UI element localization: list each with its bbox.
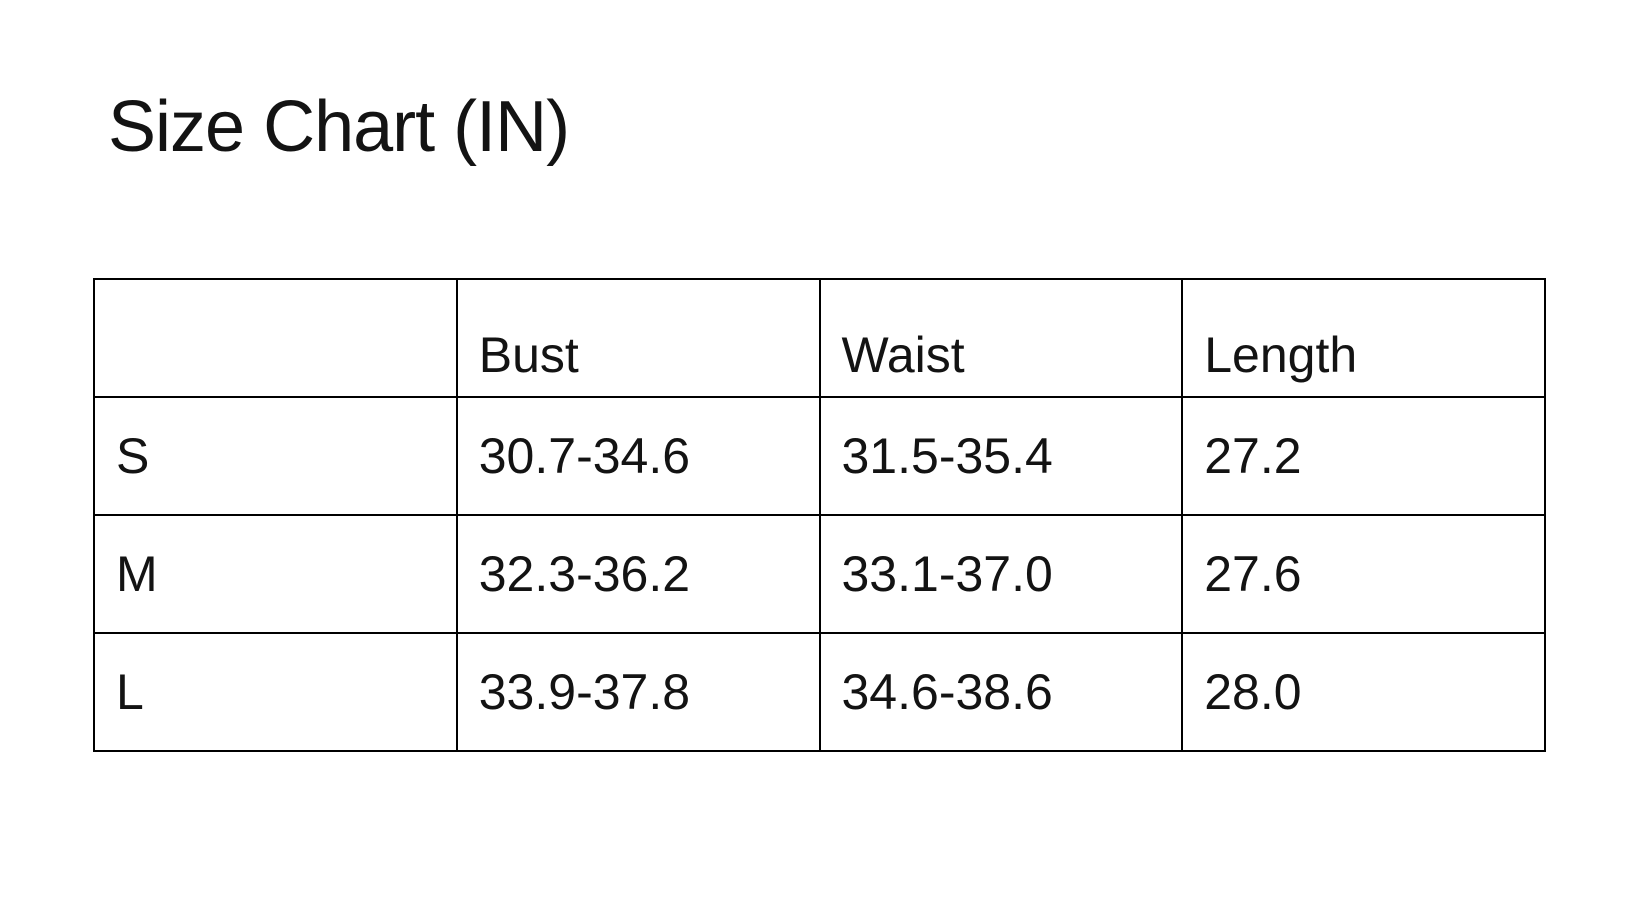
length-cell: 27.6 bbox=[1182, 515, 1545, 633]
table-row-s bbox=[94, 397, 1545, 515]
length-cell: 28.0 bbox=[1182, 633, 1545, 751]
page-title: Size Chart (IN) bbox=[108, 87, 570, 167]
table-body bbox=[94, 397, 1545, 751]
column-header-waist: Waist bbox=[820, 279, 1183, 397]
column-header-size bbox=[94, 279, 457, 397]
column-header-bust: Bust bbox=[457, 279, 820, 397]
size-chart-table bbox=[93, 278, 1546, 752]
bust-cell: 33.9-37.8 bbox=[457, 633, 820, 751]
bust-cell: 30.7-34.6 bbox=[457, 397, 820, 515]
size-cell: M bbox=[94, 515, 457, 633]
header-row bbox=[94, 279, 1545, 397]
table-row-m bbox=[94, 515, 1545, 633]
waist-cell: 34.6-38.6 bbox=[820, 633, 1183, 751]
size-cell: S bbox=[94, 397, 457, 515]
waist-cell: 31.5-35.4 bbox=[820, 397, 1183, 515]
table-row-l bbox=[94, 633, 1545, 751]
length-cell: 27.2 bbox=[1182, 397, 1545, 515]
size-cell: L bbox=[94, 633, 457, 751]
table-header bbox=[94, 279, 1545, 397]
bust-cell: 32.3-36.2 bbox=[457, 515, 820, 633]
column-header-length: Length bbox=[1182, 279, 1545, 397]
waist-cell: 33.1-37.0 bbox=[820, 515, 1183, 633]
